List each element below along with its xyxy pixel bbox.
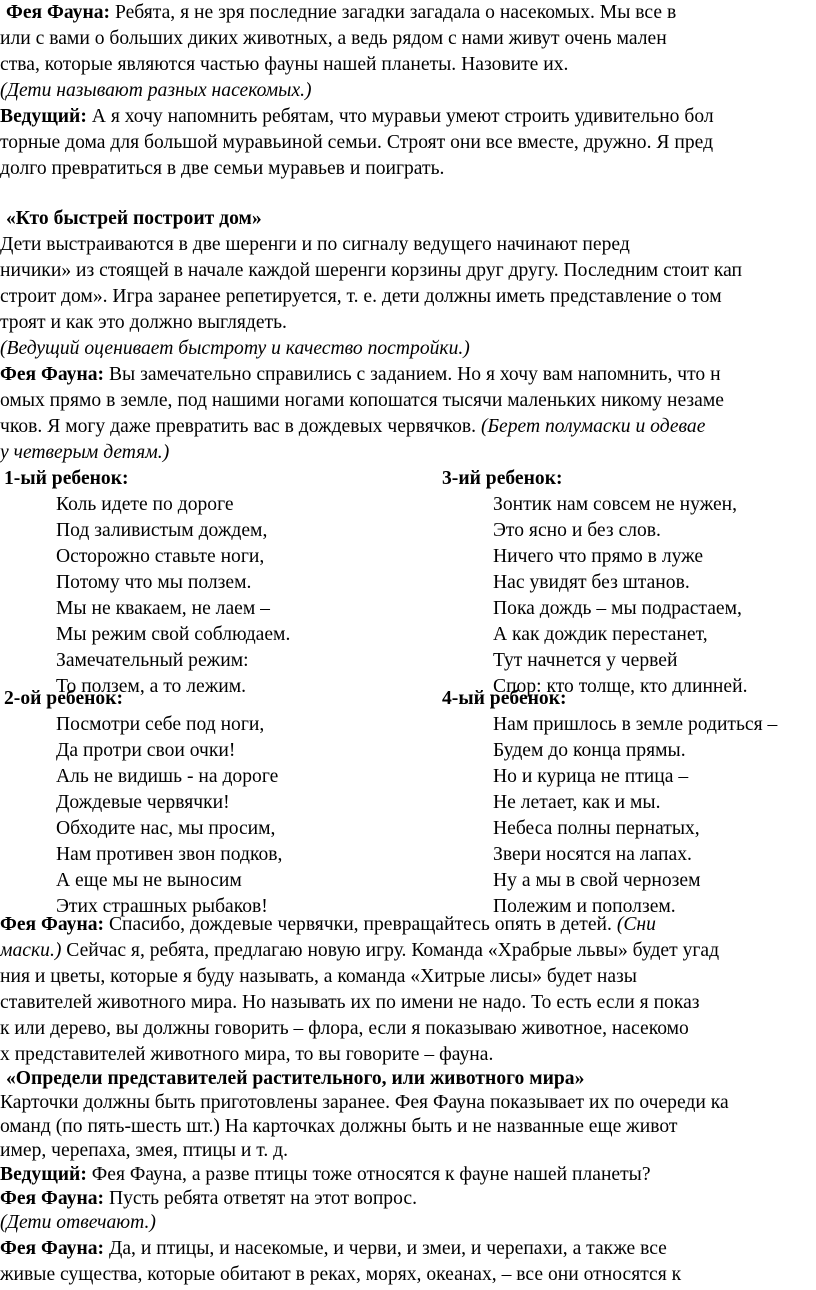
paragraph-7-line-1 <box>0 1236 816 1262</box>
child-4-label: 4-ый ребенок: <box>442 688 567 709</box>
child-3-label: 3-ий ребенок: <box>442 468 563 489</box>
poem-line: Да протри свои очки! <box>56 740 236 761</box>
poem-line: Тут начнется у червей <box>493 650 678 671</box>
poem-line: А как дождик перестанет, <box>493 624 708 645</box>
poem-line: Не летает, как и мы. <box>493 792 661 813</box>
poem-line: Обходите нас, мы просим, <box>56 818 276 839</box>
text: Спасибо, дождевые червячки, превращайтесь опять в детей. <box>104 914 617 935</box>
paragraph-4-line-2 <box>0 938 816 964</box>
poem-line: Аль не видишь - на дороге <box>56 766 279 787</box>
paragraph-2-line-3: долго превратиться в две семьи муравьев и поиграть. <box>0 158 445 179</box>
paragraph-1-line-1 <box>6 0 816 26</box>
poem-line: Замечательный режим: <box>56 650 249 671</box>
poem-line: Мы режим свой соблюдаем. <box>56 624 291 645</box>
poem-line: Дождевые червячки! <box>56 792 230 813</box>
poem-line: Звери носятся на лапах. <box>493 844 692 865</box>
game-2-text-line-3: имер, черепаха, змея, птицы и т. д. <box>0 1140 289 1161</box>
speaker-fairy-fauna: Фея Фауна: <box>0 1238 105 1259</box>
poem-line: Будем до конца прямы. <box>493 740 686 761</box>
speaker-host: Ведущий: <box>0 106 87 127</box>
poem-line: Мы не квакаем, не лаем – <box>56 598 270 619</box>
game-1-text-line-4: троят и как это должно выглядеть. <box>0 312 287 333</box>
text: Фея Фауна, а разве птицы тоже относятся к фауне нашей планеты? <box>86 1164 651 1185</box>
text: Да, и птицы, и насекомые, и черви, и змеи, и черепахи, а также все <box>104 1238 667 1259</box>
stage-direction: маски.) <box>0 940 62 961</box>
poem-line: Посмотри себе под ноги, <box>56 714 265 735</box>
poem-line: Осторожно ставьте ноги, <box>56 546 265 567</box>
poem-line: Потому что мы ползем. <box>56 572 252 593</box>
poem-line: Но и курица не птица – <box>493 766 689 787</box>
game-1-text-line-3: строит дом». Игра заранее репетируется, т. е. дети должны иметь представление о том <box>0 286 722 307</box>
poem-line: Коль идете по дороге <box>56 494 234 515</box>
poem-line: Нам пришлось в земле родиться – <box>493 714 778 735</box>
text: Ребята, я не зря последние загадки загадала о насекомых. Мы все в <box>110 2 677 23</box>
paragraph-3-line-3 <box>0 414 816 440</box>
game-2-text-line-2: оманд (по пять-шесть шт.) На карточках должны быть и не названные еще живот <box>0 1116 678 1137</box>
text: чков. Я могу даже превратить вас в дождевых червячков. <box>0 416 481 437</box>
poem-line: Небеса полны пернатых, <box>493 818 700 839</box>
paragraph-3-line-1 <box>0 362 816 388</box>
speaker-fairy-fauna: Фея Фауна: <box>0 1188 105 1209</box>
text: А я хочу напомнить ребятам, что муравьи умеют строить удивительно бол <box>86 106 714 127</box>
stage-note-2: (Ведущий оценивает быстроту и качество постройки.) <box>0 338 470 359</box>
paragraph-4-line-3: ния и цветы, которые я буду называть, а команда «Хитрые лисы» будет назы <box>0 966 637 987</box>
text: Вы замечательно справились с заданием. Но я хочу вам напомнить, что н <box>104 364 721 385</box>
poem-line: Под заливистым дождем, <box>56 520 268 541</box>
text: Пусть ребята ответят на этот вопрос. <box>104 1188 417 1209</box>
paragraph-4-line-5: к или дерево, вы должны говорить – флора, если я показываю животное, насекомо <box>0 1018 689 1039</box>
game-1-title: «Кто быстрей построит дом» <box>6 208 262 229</box>
poem-line: Пока дождь – мы подрастаем, <box>493 598 742 619</box>
paragraph-4-line-6: х представителей животного мира, то вы говорите – фауна. <box>0 1044 494 1065</box>
paragraph-1-line-2: или с вами о больших диких животных, а ведь рядом с нами живут очень мален <box>0 28 667 49</box>
poem-line: Зонтик нам совсем не нужен, <box>493 494 738 515</box>
paragraph-5 <box>0 1162 816 1188</box>
game-2-title: «Определи представителей растительного, или животного мира» <box>6 1068 585 1089</box>
paragraph-3-line-2: омых прямо в земле, под нашими ногами копошатся тысячи маленьких никому незаме <box>0 390 724 411</box>
speaker-host: Ведущий: <box>0 1164 87 1185</box>
poem-line: Этих страшных рыбаков! <box>56 896 268 917</box>
text: Сейчас я, ребята, предлагаю новую игру. Команда «Храбрые львы» будет угад <box>61 940 720 961</box>
speaker-fairy-fauna: Фея Фауна: <box>0 914 105 935</box>
stage-note-3: (Дети отвечают.) <box>0 1212 156 1233</box>
paragraph-7-line-2: живые существа, которые обитают в реках, морях, океанах, – все они относятся к <box>0 1264 682 1285</box>
paragraph-2-line-2: торные дома для большой муравьиной семьи. Строят они все вместе, дружно. Я пред <box>0 132 714 153</box>
poem-line: Это ясно и без слов. <box>493 520 661 541</box>
poem-line: Ну а мы в свой чернозем <box>493 870 701 891</box>
paragraph-1-line-3: ства, которые являются частью фауны нашей планеты. Назовите их. <box>0 54 569 75</box>
poem-line: Нас увидят без штанов. <box>493 572 690 593</box>
speaker-fairy-fauna: Фея Фауна: <box>6 2 111 23</box>
game-1-text-line-1: Дети выстраиваются в две шеренги и по сигналу ведущего начинают перед <box>0 234 630 255</box>
poem-line: Полежим и поползем. <box>493 896 676 917</box>
poem-line: Спор: кто толще, кто длинней. <box>493 676 748 697</box>
paragraph-4-line-4: ставителей животного мира. Но называть их по имени не надо. То есть если я показ <box>0 992 700 1013</box>
child-1-label: 1-ый ребенок: <box>4 468 129 489</box>
poem-line: А еще мы не выносим <box>56 870 242 891</box>
paragraph-4-line-1 <box>0 912 816 938</box>
stage-note-1: (Дети называют разных насекомых.) <box>0 80 312 101</box>
poem-line: Нам противен звон подков, <box>56 844 283 865</box>
game-1-text-line-2: ничики» из стоящей в начале каждой шеренги корзины друг другу. Последним стоит кап <box>0 260 742 281</box>
game-2-text-line-1: Карточки должны быть приготовлены заранее. Фея Фауна показывает их по очереди ка <box>0 1092 729 1113</box>
poem-line: Ничего что прямо в луже <box>493 546 704 567</box>
paragraph-3-line-4: у четверым детям.) <box>0 442 170 463</box>
stage-direction: (Берет полумаски и одевае <box>480 416 706 437</box>
paragraph-2-line-1 <box>0 104 816 130</box>
stage-direction: (Сни <box>616 914 656 935</box>
poem-line: То ползем, а то лежим. <box>56 676 247 697</box>
child-2-label: 2-ой ребенок: <box>4 688 124 709</box>
speaker-fairy-fauna: Фея Фауна: <box>0 364 105 385</box>
paragraph-6 <box>0 1186 816 1212</box>
